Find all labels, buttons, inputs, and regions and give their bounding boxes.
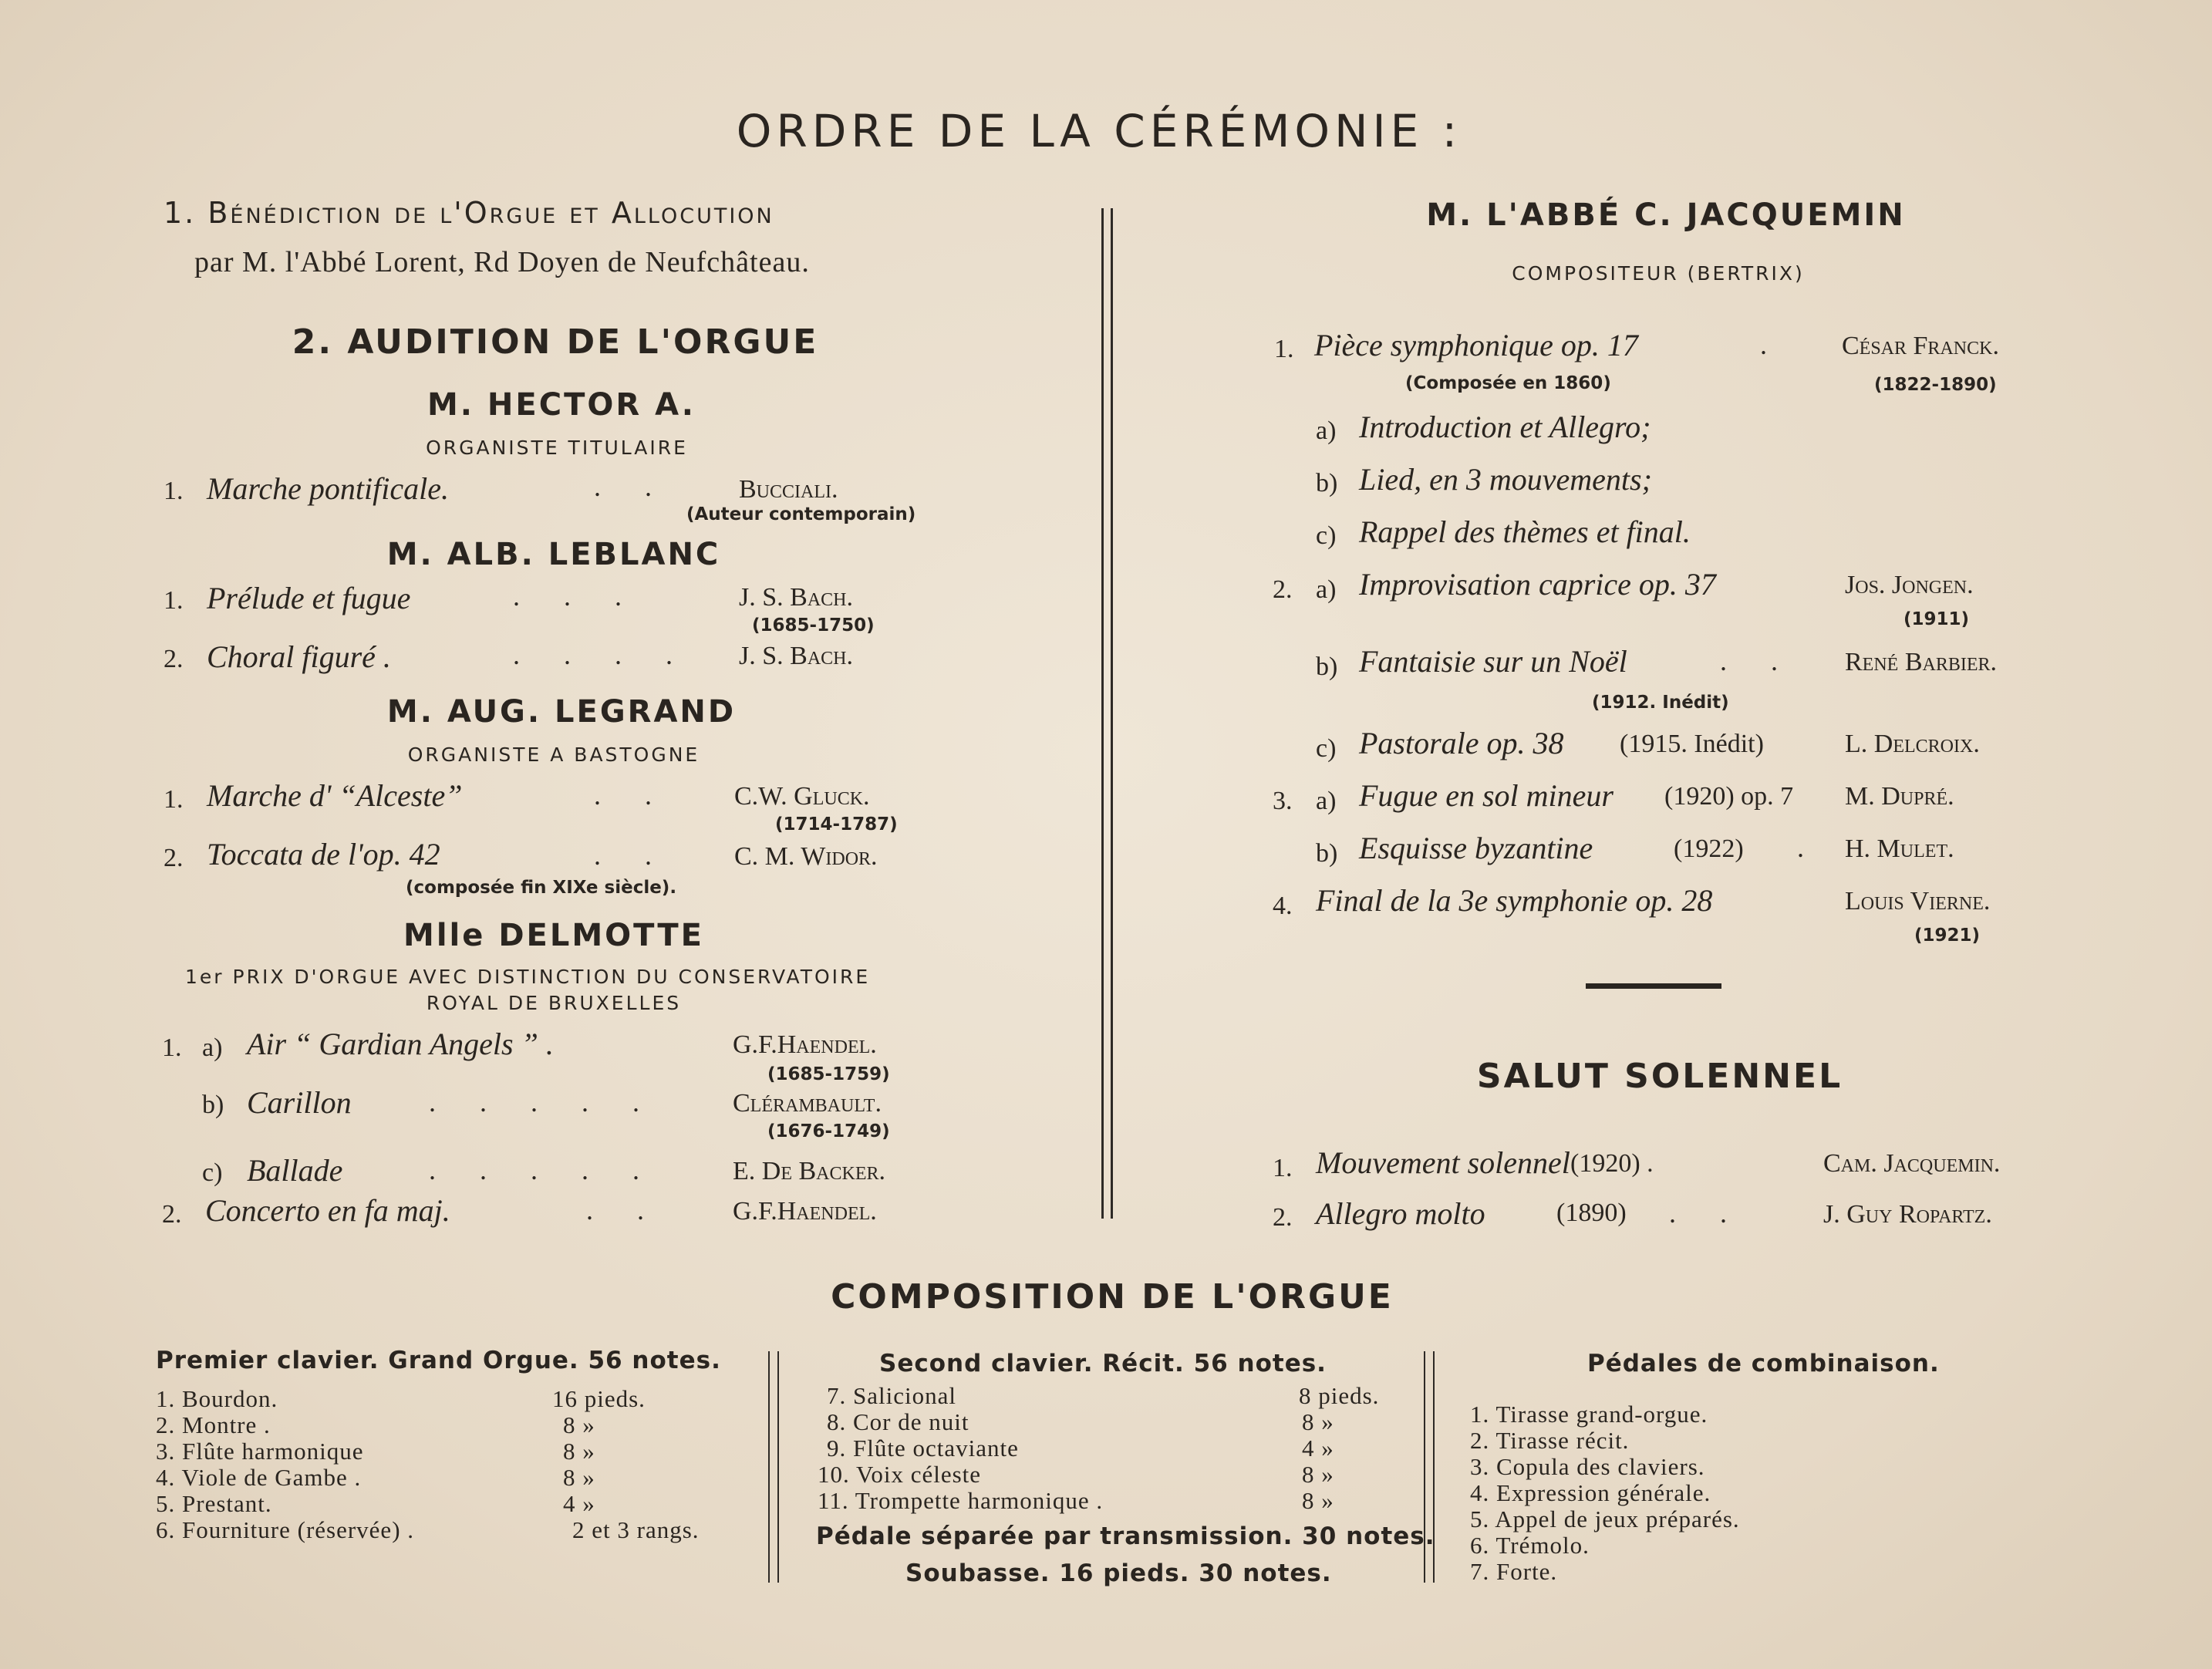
item-letter: b)	[1316, 469, 1338, 497]
item-num: 2.	[164, 645, 184, 673]
pedal-row: 1. Tirasse grand-orgue.	[1470, 1401, 1708, 1428]
composition-heading: COMPOSITION DE L'ORGUE	[831, 1277, 1394, 1317]
leader-dots: . .	[594, 840, 670, 871]
leader-dots: .	[1760, 329, 1767, 360]
piece-extra: (1915. Inédit)	[1620, 730, 1764, 758]
item-num: 2.	[164, 844, 184, 872]
stop-row: 10. Voix céleste	[818, 1461, 982, 1488]
performer-jacquemin-role: COMPOSITEUR (BERTRIX)	[1512, 262, 1805, 285]
item-num: 2.	[1273, 575, 1293, 604]
pedales-heading: Pédales de combinaison.	[1587, 1350, 1940, 1377]
stop-value: 2 et 3 rangs.	[572, 1516, 700, 1543]
composer: C. M. Widor.	[734, 842, 878, 871]
salut-heading: SALUT SOLENNEL	[1476, 1057, 1843, 1096]
piece-note: (1676-1749)	[767, 1121, 890, 1141]
item-letter: b)	[202, 1091, 224, 1119]
item-letter: c)	[1316, 521, 1337, 550]
column-divider-left	[1101, 208, 1104, 1219]
stop-row: 2. Montre .	[156, 1411, 271, 1438]
stop-row: 4. Viole de Gambe .	[156, 1464, 362, 1491]
piece-note: (1714-1787)	[775, 814, 898, 834]
piece-extra: (1920) .	[1570, 1149, 1654, 1178]
piece-note: (composée fin XIXe siècle).	[406, 878, 677, 898]
stop-row: 9. Flûte octaviante	[827, 1435, 1019, 1462]
leader-dots: . .	[1720, 646, 1796, 676]
section-rule	[1586, 983, 1721, 989]
pedal-row: 7. Forte.	[1470, 1558, 1558, 1585]
piece-note: (Auteur contemporain)	[686, 504, 916, 524]
stop-value: 8 »	[563, 1438, 595, 1465]
composer: L. Delcroix.	[1845, 730, 1980, 758]
stop-row: 8. Cor de nuit	[827, 1408, 969, 1435]
stop-row: 11. Trompette harmonique .	[818, 1487, 1104, 1514]
stop-value: 4 »	[1302, 1435, 1334, 1462]
leader-dots: . .	[1669, 1198, 1745, 1229]
composition-divider	[768, 1351, 770, 1583]
item-num: 1.	[1274, 335, 1294, 363]
leader-dots: . . .	[513, 581, 640, 612]
piece-note: (Composée en 1860)	[1405, 373, 1611, 393]
pedal-info: Pédale séparée par transmission. 30 notes.	[816, 1522, 1435, 1550]
composer: G.F.Haendel.	[733, 1197, 877, 1226]
item-num: 1.	[164, 785, 184, 814]
item-letter: b)	[1316, 839, 1338, 868]
item-letter: c)	[202, 1158, 223, 1187]
piece-title: Ballade	[247, 1153, 343, 1188]
stop-row: 5. Prestant.	[156, 1490, 272, 1517]
item-letter: a)	[1316, 416, 1337, 445]
stop-value: 8 »	[1302, 1487, 1334, 1514]
leader-dots: . .	[594, 471, 670, 502]
item-letter: a)	[202, 1033, 223, 1062]
item-letter: b)	[1316, 652, 1338, 681]
stop-row: 3. Flûte harmonique	[156, 1438, 364, 1465]
piece-note: (1911)	[1903, 609, 1970, 629]
piece-title: Introduction et Allegro;	[1359, 410, 1651, 444]
item-num: 1.	[164, 477, 184, 505]
benediction-by: par M. l'Abbé Lorent, Rd Doyen de Neufchâteau.	[194, 246, 810, 278]
pedal-row: 4. Expression générale.	[1470, 1479, 1711, 1506]
item-num: 1.	[164, 586, 184, 615]
clavier-2-heading: Second clavier. Récit. 56 notes.	[879, 1350, 1327, 1377]
piece-title: Fugue en sol mineur	[1359, 778, 1613, 813]
piece-title: Rappel des thèmes et final.	[1359, 514, 1691, 549]
column-divider-right	[1111, 208, 1113, 1219]
piece-title: Concerto en fa maj.	[205, 1193, 450, 1228]
composition-divider	[777, 1351, 779, 1583]
stop-value: 8 »	[563, 1464, 595, 1491]
item-num: 1.	[162, 1033, 182, 1062]
performer-leblanc: M. ALB. LEBLANC	[386, 537, 721, 572]
composer: Cam. Jacquemin.	[1823, 1149, 2001, 1178]
composer: H. Mulet.	[1845, 834, 1954, 863]
piece-title: Lied, en 3 mouvements;	[1359, 462, 1652, 497]
composer: G.F.Haendel.	[733, 1030, 877, 1059]
composer: J. S. Bach.	[739, 642, 853, 670]
piece-extra: (1922)	[1674, 834, 1744, 863]
leader-dots: . .	[586, 1195, 663, 1226]
stop-value: 8 »	[1302, 1408, 1334, 1435]
benediction-heading: 1. Bénédiction de l'Orgue et Allocution	[164, 196, 774, 230]
piece-extra: (1890)	[1556, 1199, 1627, 1227]
piece-title: Pièce symphonique op. 17	[1314, 328, 1638, 362]
composer: César Franck.	[1842, 332, 1999, 360]
piece-note: (1685-1759)	[767, 1064, 890, 1084]
leader-dots: .	[1797, 832, 1804, 863]
stop-value: 8 pieds.	[1299, 1382, 1380, 1409]
performer-hector: M. HECTOR A.	[427, 387, 696, 423]
performer-delmotte: Mlle DELMOTTE	[403, 918, 704, 953]
composer: René Barbier.	[1845, 648, 1998, 676]
piece-note: (1912. Inédit)	[1592, 693, 1729, 713]
performer-jacquemin: M. L'ABBÉ C. JACQUEMIN	[1426, 197, 1906, 233]
item-num: 2.	[162, 1200, 182, 1229]
pedal-row: 6. Trémolo.	[1470, 1532, 1590, 1559]
piece-title: Carillon	[247, 1085, 352, 1120]
stop-row: 6. Fourniture (réservée) .	[156, 1516, 415, 1543]
stop-value: 4 »	[563, 1490, 595, 1517]
piece-title: Marche pontificale.	[207, 471, 449, 506]
item-num: 2.	[1273, 1203, 1293, 1232]
performer-delmotte-role: 1er PRIX D'ORGUE AVEC DISTINCTION DU CONSERVATOIRE	[185, 966, 871, 988]
piece-title: Final de la 3e symphonie op. 28	[1316, 883, 1713, 918]
performer-delmotte-role-2: ROYAL DE BRUXELLES	[426, 992, 682, 1014]
piece-title: Fantaisie sur un Noël	[1359, 644, 1627, 679]
piece-title: Pastorale op. 38	[1359, 726, 1564, 760]
composer: J. S. Bach.	[739, 583, 853, 612]
page-title: ORDRE DE LA CÉRÉMONIE :	[736, 105, 1462, 157]
piece-title: Esquisse byzantine	[1359, 831, 1593, 865]
leader-dots: . . . . .	[429, 1087, 658, 1118]
stop-row: 7. Salicional	[827, 1382, 956, 1409]
piece-title: Toccata de l'op. 42	[207, 837, 440, 872]
clavier-1-heading: Premier clavier. Grand Orgue. 56 notes.	[156, 1347, 721, 1374]
audition-heading: 2. AUDITION DE L'ORGUE	[292, 322, 819, 362]
stop-value: 8 »	[1302, 1461, 1334, 1488]
composer: Jos. Jongen.	[1845, 571, 1974, 599]
item-letter: a)	[1316, 575, 1337, 604]
pedal-row: 5. Appel de jeux préparés.	[1470, 1505, 1740, 1532]
composer: Bucciali.	[739, 475, 838, 504]
piece-note: (1822-1890)	[1874, 375, 1997, 395]
composer: C.W. Gluck.	[734, 782, 870, 811]
composer: M. Dupré.	[1845, 782, 1954, 811]
item-num: 3.	[1273, 787, 1293, 815]
performer-legrand-role: ORGANISTE A BASTOGNE	[407, 743, 700, 766]
piece-title: Mouvement solennel	[1316, 1145, 1570, 1180]
leader-dots: . . . . .	[429, 1155, 658, 1185]
composer: Louis Vierne.	[1845, 887, 1991, 915]
piece-note: (1685-1750)	[752, 615, 875, 636]
piece-title: Marche d' “Alceste”	[207, 778, 463, 813]
performer-legrand: M. AUG. LEGRAND	[386, 694, 737, 730]
composer: E. De Backer.	[733, 1157, 885, 1185]
item-num: 1.	[1273, 1154, 1293, 1182]
item-letter: c)	[1316, 734, 1337, 763]
piece-title: Allegro molto	[1316, 1196, 1485, 1231]
pedal-info-2: Soubasse. 16 pieds. 30 notes.	[905, 1559, 1332, 1587]
pedal-row: 2. Tirasse récit.	[1470, 1427, 1630, 1454]
leader-dots: . .	[594, 780, 670, 811]
stop-row: 1. Bourdon.	[156, 1385, 278, 1412]
composer: J. Guy Ropartz.	[1823, 1200, 1992, 1229]
stop-value: 16 pieds.	[552, 1385, 646, 1412]
leader-dots: . . . .	[513, 639, 691, 670]
piece-title: Improvisation caprice op. 37	[1359, 567, 1716, 602]
piece-note: (1921)	[1914, 926, 1981, 946]
piece-title: Prélude et fugue	[207, 581, 411, 615]
item-num: 4.	[1273, 892, 1293, 920]
piece-title: Choral figuré .	[207, 639, 391, 674]
pedal-row: 3. Copula des claviers.	[1470, 1453, 1705, 1480]
item-letter: a)	[1316, 787, 1337, 815]
composer: Clérambault.	[733, 1089, 882, 1118]
piece-title: Air “ Gardian Angels ” .	[247, 1027, 554, 1061]
stop-value: 8 »	[563, 1411, 595, 1438]
performer-hector-role: ORGANISTE TITULAIRE	[426, 437, 688, 459]
piece-extra: (1920) op. 7	[1664, 782, 1794, 811]
